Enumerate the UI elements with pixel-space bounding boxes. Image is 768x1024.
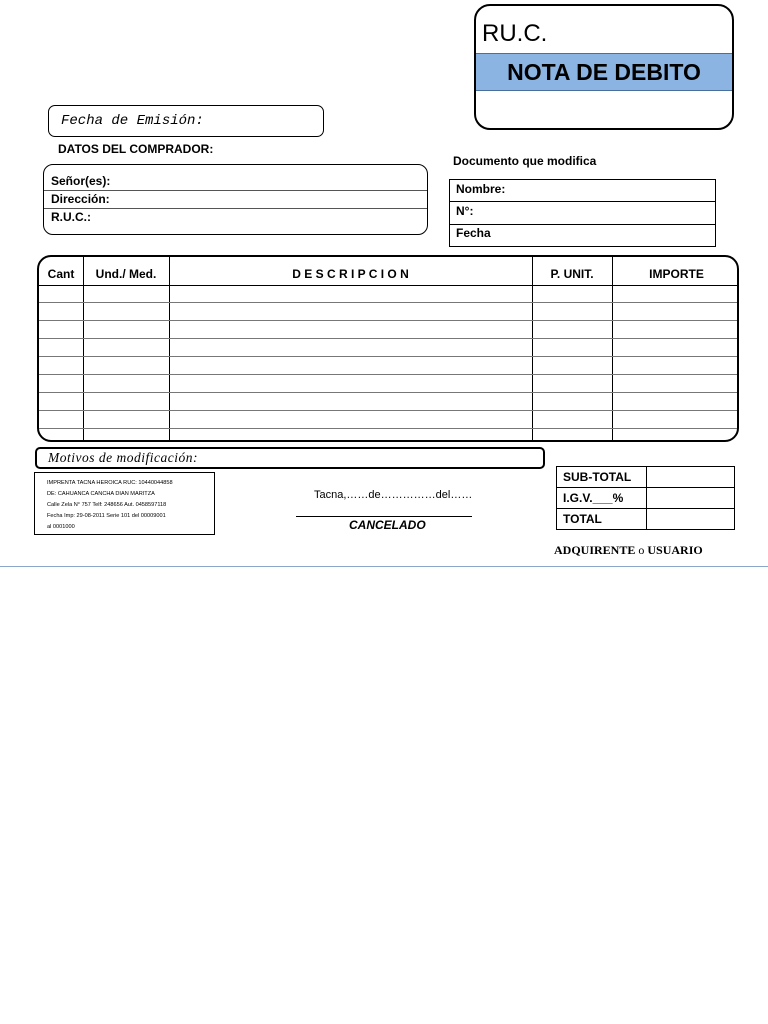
column-header-unit-price: P. UNIT. <box>550 267 594 281</box>
printer-info-line: Fecha Imp: 29-08-2011 Serie 101 del 00009001 <box>47 513 166 519</box>
buyer-address-label: Dirección: <box>51 192 110 206</box>
table-row <box>39 356 737 357</box>
document-type-title: NOTA DE DEBITO <box>474 53 734 91</box>
divider <box>44 208 427 209</box>
column-header-cant: Cant <box>47 267 75 281</box>
column-header-unit: Und./ Med. <box>95 267 157 281</box>
items-table <box>37 255 739 442</box>
buyer-ruc-label: R.U.C.: <box>51 210 91 224</box>
printer-info-line: DE: CAHUANCA CANCHA DIAN MARITZA <box>47 491 155 497</box>
subtotal-label: SUB-TOTAL <box>557 467 647 488</box>
table-row <box>39 428 737 429</box>
table-row <box>39 320 737 321</box>
emission-date-field[interactable] <box>48 105 324 137</box>
table-row <box>557 467 735 488</box>
modified-doc-date-label: Fecha <box>456 226 491 240</box>
place-date-line: Tacna,……de……………del…… <box>314 489 473 501</box>
column-header-amount: IMPORTE <box>649 267 704 281</box>
table-row <box>557 509 735 530</box>
printer-info-box <box>34 472 215 535</box>
table-row <box>39 392 737 393</box>
buyer-section-title: DATOS DEL COMPRADOR: <box>58 142 214 156</box>
modification-reason-field[interactable] <box>35 447 545 469</box>
column-header-description: D E S C R I P C I O N <box>292 267 409 281</box>
divider <box>450 201 715 202</box>
emission-date-label: Fecha de Emisión: <box>61 113 204 129</box>
total-value[interactable] <box>647 509 735 530</box>
table-row <box>39 410 737 411</box>
igv-label: I.G.V.___% <box>557 488 647 509</box>
recipient-caption-adquirente: ADQUIRENTE <box>554 543 636 557</box>
divider <box>44 190 427 191</box>
igv-value[interactable] <box>647 488 735 509</box>
table-row <box>39 302 737 303</box>
modified-doc-box <box>449 179 716 247</box>
page-separator <box>0 566 768 567</box>
printer-info-line: al 0001000 <box>47 524 75 530</box>
modified-doc-number-label: N°: <box>456 204 474 218</box>
buyer-name-label: Señor(es): <box>51 174 111 188</box>
ruc-label: RU.C. <box>482 20 548 47</box>
modified-doc-title: Documento que modifica <box>453 154 597 168</box>
recipient-caption-connector: o <box>638 543 645 557</box>
cancelado-label: CANCELADO <box>349 518 426 532</box>
table-row <box>39 338 737 339</box>
table-row <box>557 488 735 509</box>
buyer-data-box <box>43 164 428 235</box>
subtotal-value[interactable] <box>647 467 735 488</box>
printer-info-line: Calle Zela N° 757 Telf: 248656 Aut. 0458597118 <box>47 502 167 508</box>
recipient-caption <box>554 543 703 558</box>
modified-doc-name-label: Nombre: <box>456 182 506 196</box>
ruc-box <box>474 4 734 130</box>
modification-reason-label: Motivos de modificación: <box>48 450 198 465</box>
total-label: TOTAL <box>557 509 647 530</box>
printer-info-line: IMPRENTA TACNA HEROICA RUC: 10440044858 <box>47 480 173 486</box>
header-divider <box>39 285 737 286</box>
signature-line <box>296 516 472 517</box>
recipient-caption-usuario: USUARIO <box>647 543 703 557</box>
totals-table <box>556 466 735 530</box>
divider <box>450 224 715 225</box>
table-row <box>39 374 737 375</box>
